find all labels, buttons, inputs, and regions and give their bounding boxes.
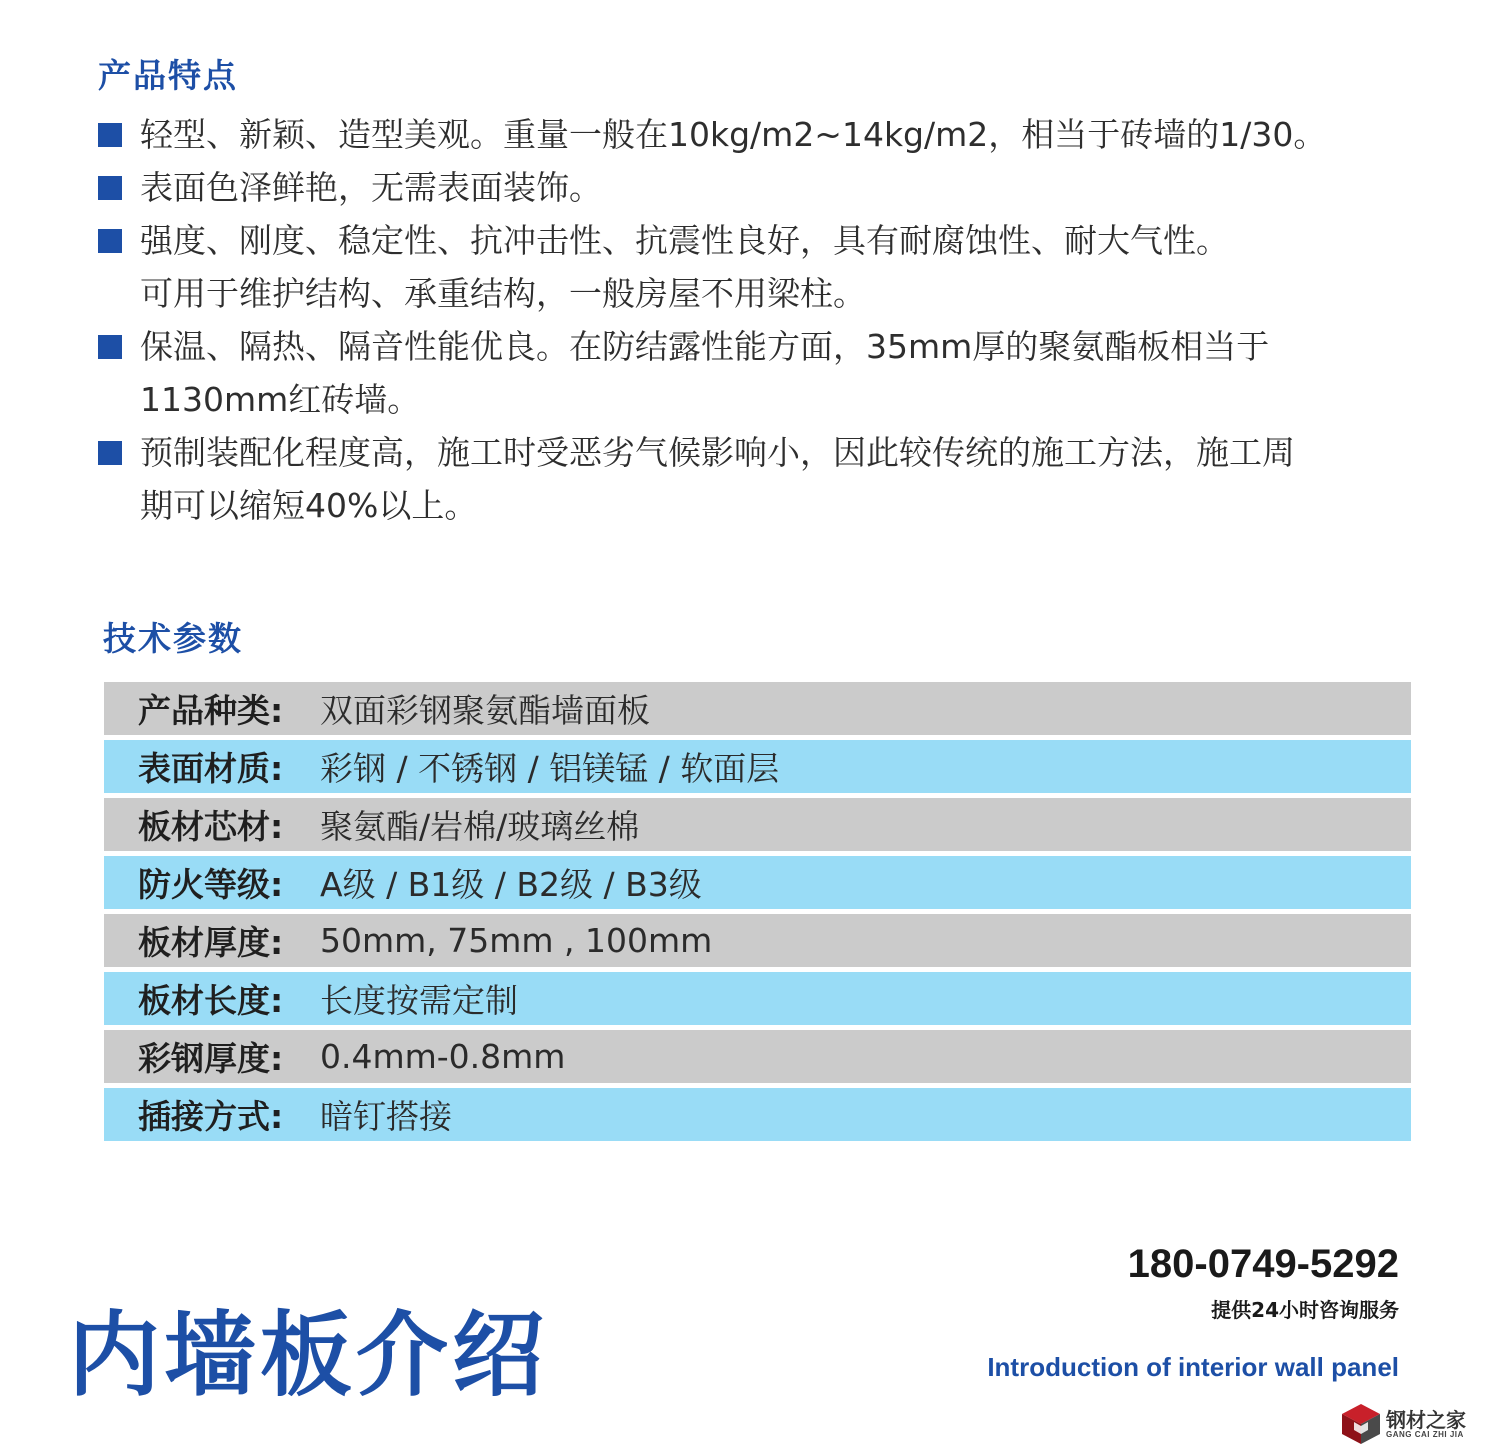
params-table	[104, 682, 1411, 1146]
cube-logo-icon	[1340, 1402, 1382, 1446]
brand-logo	[1340, 1400, 1495, 1450]
param-label: 插接方式:	[138, 1097, 284, 1136]
english-subtitle: Introduction of interior wall panel	[987, 1352, 1399, 1382]
param-value: 0.4mm-0.8mm	[320, 1037, 566, 1076]
square-bullet-icon	[98, 176, 122, 200]
logo-name-en: GANG CAI ZHI JIA	[1386, 1430, 1464, 1439]
param-value: 彩钢 / 不锈钢 / 铝镁锰 / 软面层	[320, 749, 780, 788]
param-label: 彩钢厚度:	[138, 1039, 284, 1078]
param-row	[104, 1088, 1411, 1141]
param-label: 防火等级:	[138, 865, 284, 904]
param-row	[104, 856, 1411, 909]
feature-text: 期可以缩短40%以上。	[140, 486, 478, 525]
feature-text: 预制装配化程度高，施工时受恶劣气候影响小，因此较传统的施工方法，施工周	[140, 433, 1295, 472]
feature-text: 可用于维护结构、承重结构，一般房屋不用梁柱。	[140, 274, 866, 313]
feature-item	[98, 320, 1438, 426]
feature-text: 表面色泽鲜艳，无需表面装饰。	[140, 168, 602, 207]
features-list	[98, 108, 1438, 532]
param-row	[104, 682, 1411, 735]
square-bullet-icon	[98, 229, 122, 253]
param-label: 产品种类:	[138, 691, 284, 730]
feature-item	[98, 426, 1438, 532]
param-row	[104, 914, 1411, 967]
param-row	[104, 972, 1411, 1025]
phone-number: 180-0749-5292	[1127, 1242, 1399, 1286]
params-title: 技术参数	[103, 619, 243, 658]
param-row	[104, 798, 1411, 851]
service-text: 提供24小时咨询服务	[1211, 1298, 1399, 1322]
feature-item	[98, 108, 1438, 161]
feature-text: 1130mm红砖墙。	[140, 380, 421, 419]
feature-item	[98, 214, 1438, 320]
page-main-title: 内墙板介绍	[68, 1302, 549, 1409]
param-value: 双面彩钢聚氨酯墙面板	[320, 691, 650, 730]
param-value: 50mm, 75mm , 100mm	[320, 921, 713, 960]
param-label: 板材长度:	[138, 981, 284, 1020]
param-row	[104, 1030, 1411, 1083]
param-value: 聚氨酯/岩棉/玻璃丝棉	[320, 807, 640, 846]
square-bullet-icon	[98, 123, 122, 147]
logo-name-cn: 钢材之家	[1386, 1408, 1466, 1432]
param-row	[104, 740, 1411, 793]
param-label: 表面材质:	[138, 749, 284, 788]
features-title: 产品特点	[98, 56, 238, 95]
param-value: 长度按需定制	[320, 981, 518, 1020]
param-label: 板材厚度:	[138, 923, 284, 962]
feature-text: 轻型、新颖、造型美观。重量一般在10kg/m2~14kg/m2，相当于砖墙的1/30。	[140, 115, 1327, 154]
square-bullet-icon	[98, 335, 122, 359]
param-value: 暗钉搭接	[320, 1097, 452, 1136]
param-value: A级 / B1级 / B2级 / B3级	[320, 865, 702, 904]
feature-text: 保温、隔热、隔音性能优良。在防结露性能方面，35mm厚的聚氨酯板相当于	[140, 327, 1270, 366]
feature-text: 强度、刚度、稳定性、抗冲击性、抗震性良好，具有耐腐蚀性、耐大气性。	[140, 221, 1229, 260]
feature-item	[98, 161, 1438, 214]
param-label: 板材芯材:	[138, 807, 284, 846]
square-bullet-icon	[98, 441, 122, 465]
